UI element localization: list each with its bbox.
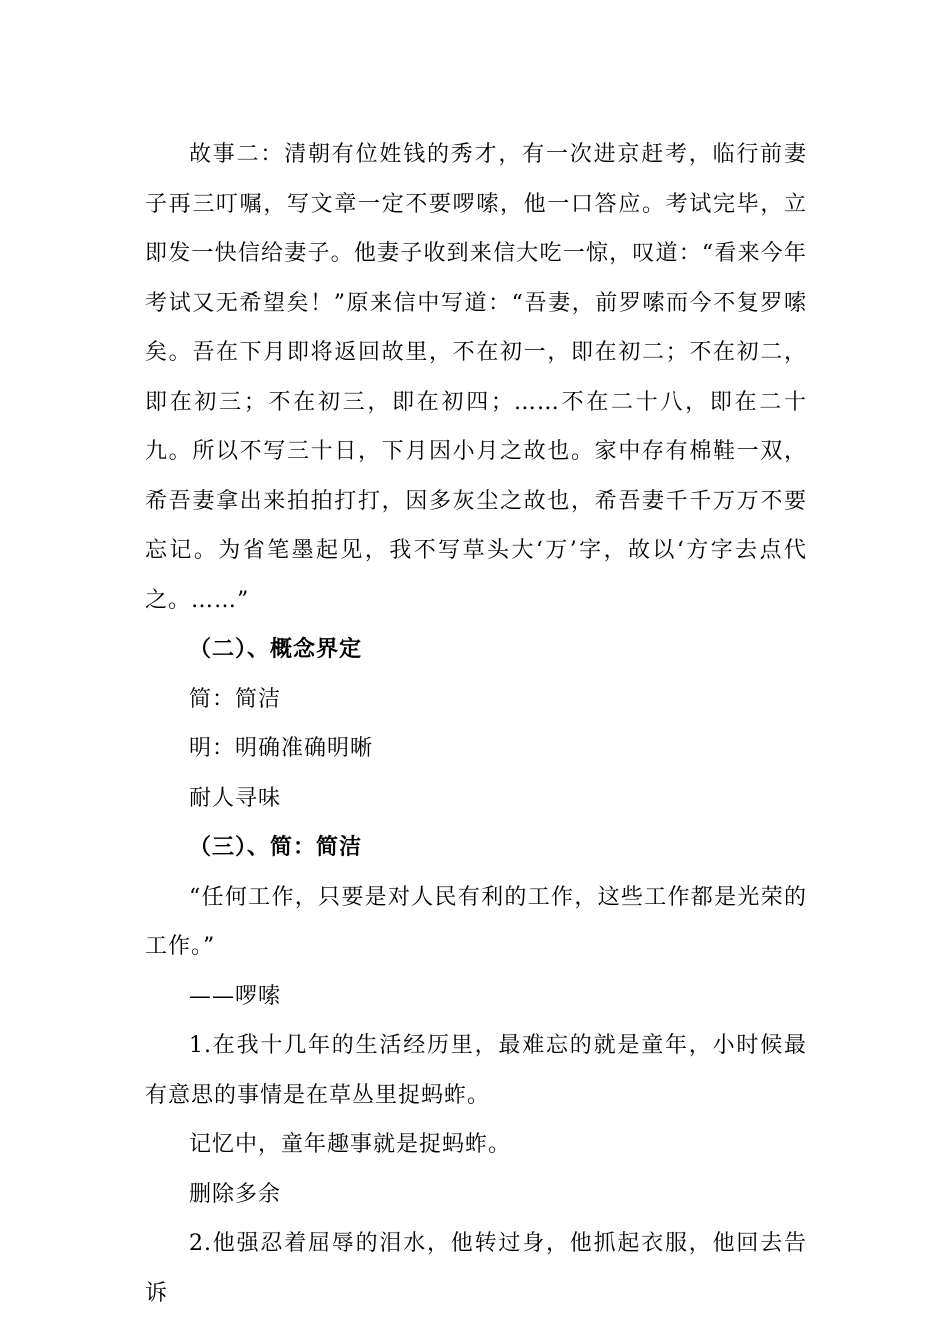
document-body: [145, 130, 807, 1318]
example-one-paragraph: 1.在我十几年的生活经历里，最难忘的就是童年，小时候最有意思的事情是在草丛里捉蚂蚱。: [145, 1033, 807, 1108]
example-one-revised: 记忆中，童年趣事就是捉蚂蚱。: [189, 1132, 512, 1157]
section-heading-concise: （三）、简：简洁: [189, 834, 363, 860]
example-two-paragraph: 2.他强忍着屈辱的泪水，他转过身，他抓起衣服，他回去告诉: [145, 1231, 807, 1306]
definition-naiwei: 耐人寻味: [189, 785, 282, 811]
definition-ming: 明：明确准确明晰: [189, 736, 374, 761]
section-heading-concept-definition: （二）、概念界定: [189, 636, 363, 662]
quote-paragraph: “任何工作，只要是对人民有利的工作，这些工作都是光荣的工作。”: [145, 884, 807, 959]
quote-comment: ——啰嗦: [189, 983, 282, 1009]
example-one-note: 删除多余: [189, 1181, 282, 1207]
story-two-paragraph: 故事二：清朝有位姓钱的秀才，有一次进京赶考，临行前妻子再三叮嘱，写文章一定不要啰嗦，他一口答应。考试完毕，立即发一快信给妻子。他妻子收到来信大吃一惊，叹道：“看来今年考试又无希望矣！”原来信中写道：“吾妻，前罗嗦而今不复罗嗦矣。吾在下月即将返回故里，不在初一，即在初二；不在初二，即在初三；不在初三，即在初四；……不在二十八，即在二十九。所以不写三十日，下月因小月之故也。家中存有棉鞋一双，希吾妻拿出来拍拍打打，因多灰尘之故也，希吾妻千千万万不要忘记。为省笔墨起见，我不写草头大‘万’字，故以‘方字去点代之。……”: [145, 142, 807, 613]
definition-jian: 简：简洁: [189, 686, 282, 712]
